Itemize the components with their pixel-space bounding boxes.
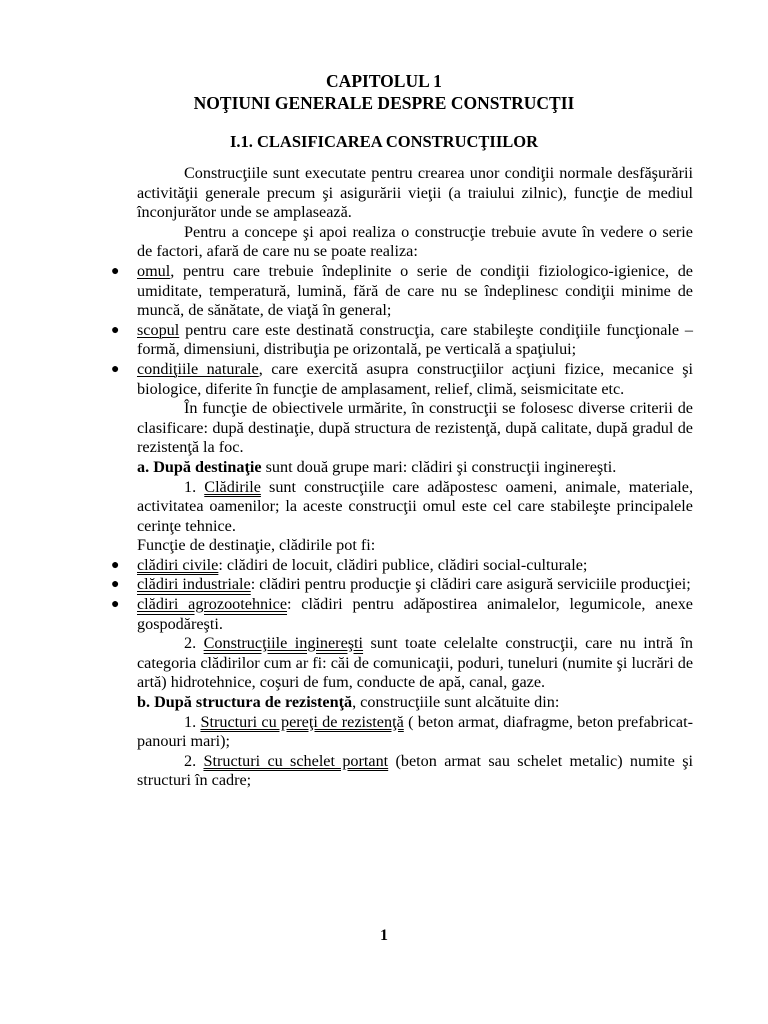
- chapter-label: CAPITOLUL 1: [326, 71, 442, 91]
- intro-paragraph-1: Construcţiile sunt executate pentru crearea unor condiţii normale desfăşurării activităţii generale precum şi asigurării vieţii (a traiului zilnic), funcţie de mediul înconjurător unde se amplasează.: [137, 164, 693, 222]
- body-text: [111, 164, 694, 791]
- buildings-paragraph: 1. Clădirile sunt construcţiile care adăpostesc oameni, animale, materiale, activitatea oamenilor; la aceste construcţii omul este cel care stabileşte principalele cerinţe tehnice.: [137, 477, 694, 535]
- chapter-title: NOŢIUNI GENERALE DESPRE CONSTRUCŢII: [193, 93, 575, 113]
- section-title: I.1. CLASIFICAREA CONSTRUCŢIILOR: [229, 132, 539, 151]
- term: clădiri agrozootehnice: [137, 595, 288, 614]
- bullet-icon: ●: [111, 597, 120, 613]
- list-item: ● clădiri industriale: clădiri pentru producţie şi clădiri care asigură serviciile producţiei;: [111, 575, 691, 594]
- section-b-heading-line: b. După structura de rezistenţă, construcţiile sunt alcătuite din:: [137, 693, 560, 712]
- list-item: ● clădiri agrozootehnice: clădiri pentru adăpostirea animalelor, legumicole, anexe gospodăreşti.: [111, 595, 693, 633]
- bullet-icon: ●: [111, 577, 120, 593]
- term: Structuri cu pereţi de rezistenţă: [200, 712, 404, 731]
- bullet-icon: ●: [111, 557, 120, 573]
- section-a-heading: a. După destinaţie: [137, 457, 262, 476]
- page-number: 1: [380, 927, 388, 944]
- list-item: ● scopul pentru care este destinată construcţia, care stabileşte condiţiile funcţionale – formă, dimensiuni, distribuţia pe orizontală, pe verticală a spaţiului;: [111, 320, 693, 359]
- building-types-list: [111, 555, 693, 634]
- term: omul: [137, 261, 171, 280]
- term: Clădirile: [204, 477, 261, 496]
- structure-item-2: 2. Structuri cu schelet portant (beton armat sau schelet metalic) numite şi structuri în cadre;: [137, 751, 693, 790]
- term: clădiri industriale: [137, 575, 251, 594]
- list-item: ● omul, pentru care trebuie îndeplinite o serie de condiţii fiziologico-igienice, de umiditate, temperatură, lumină, fără de care nu se îndeplinesc condiţii minime de muncă, de sănătate, de viaţă în general;: [111, 261, 693, 320]
- list-item: ● condiţiile naturale, care exercită asupra construcţiilor acţiuni fizice, mecanice şi biologice, diferite în funcţie de amplasament, relief, climă, seismicitate etc.: [111, 359, 693, 398]
- criteria-paragraph: În funcţie de obiectivele urmărite, în construcţii se folosesc diverse criterii de clasificare: după destinaţie, după structura de rezistenţă, după calitate, după gradul de rezistenţă la foc.: [137, 399, 693, 457]
- section-a-heading-line: a. După destinaţie sunt două grupe mari: clădiri şi construcţii inginereşti.: [137, 457, 617, 476]
- bullet-icon: ●: [111, 322, 120, 338]
- factors-list: [111, 261, 693, 399]
- bullet-icon: ●: [111, 263, 120, 279]
- term: clădiri civile: [137, 555, 219, 574]
- list-item: ● clădiri civile: clădiri de locuit, clădiri publice, clădiri social-culturale;: [111, 555, 588, 574]
- bullet-icon: ●: [111, 361, 120, 377]
- term: Structuri cu schelet portant: [203, 751, 389, 770]
- engineering-paragraph: 2. Construcţiile inginereşti sunt toate celelalte construcţii, care nu intră în categoria clădirilor cum ar fi: căi de comunicaţii, poduri, tuneluri (numite şi lucrări de artă) hidrotehnice, coşuri de fum, conducte de apă, canal, gaze.: [137, 634, 694, 692]
- term: Construcţiile inginereşti: [203, 634, 364, 653]
- section-b-heading: b. După structura de rezistenţă: [137, 693, 353, 712]
- function-line: Funcţie de destinaţie, clădirile pot fi:: [137, 536, 376, 555]
- intro-paragraph-2: Pentru a concepe şi apoi realiza o construcţie trebuie avute în vedere o serie de factori, afară de care nu se poate realiza:: [137, 222, 693, 261]
- structure-item-1: 1. Structuri cu pereţi de rezistenţă ( beton armat, diafragme, beton prefabricat-panouri mari);: [137, 712, 694, 751]
- term: condiţiile naturale: [137, 359, 259, 378]
- term: scopul: [137, 320, 180, 339]
